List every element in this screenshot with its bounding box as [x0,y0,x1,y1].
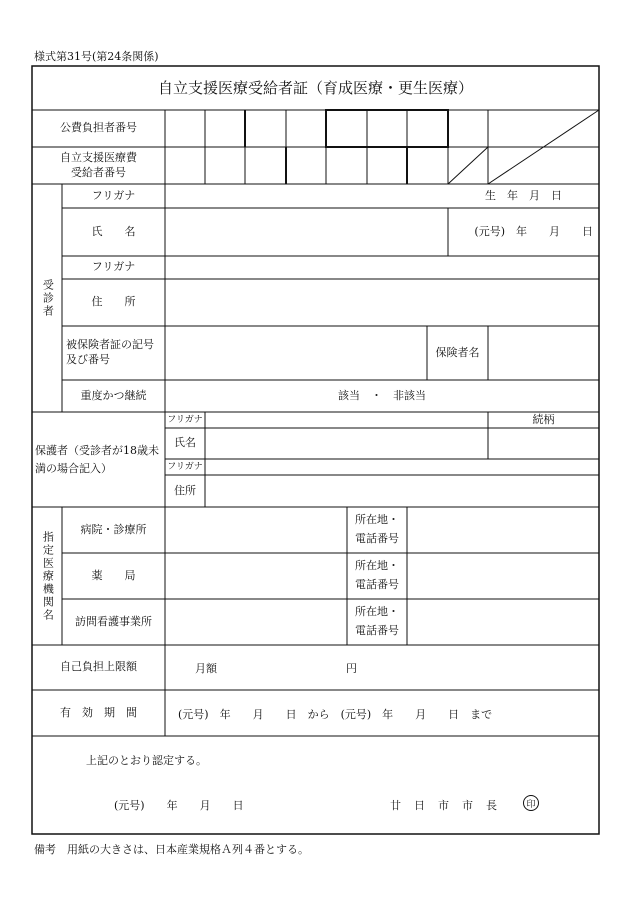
relationship-label: 続柄 [532,412,555,426]
name-label: 氏 名 [91,224,136,238]
nursing-station-label: 訪問看護事業所 [75,614,152,628]
severe-continuous-label: 重度かつ継続 [80,388,147,402]
name-furigana-label: フリガナ [91,188,136,202]
patient-section-text: 受診者 [41,278,55,318]
guardian-address-label: 住所 [174,483,196,497]
patient-section-label [32,184,62,412]
copay-limit-label: 自己負担上限額 [60,660,137,674]
location-label-line1: 所在地・ [355,605,399,619]
location-label-line1: 所在地・ [355,559,399,573]
guardian-address-furigana-label: フリガナ [167,461,203,472]
monthly-label: 月額 [195,662,217,675]
insurance-number-label [66,326,165,380]
recipient-number-label-line1: 自立支援医療費 [60,150,137,164]
location-label-line2: 電話番号 [355,624,399,637]
hospital-location-label [347,507,407,553]
insurance-label-line1: 被保険者証の記号 [66,338,154,352]
location-label-line2: 電話番号 [355,578,399,591]
validity-period-label: 有 効 期 間 [60,705,137,719]
birth-date-label: 生 年 月 日 [485,188,562,202]
certification-date: (元号) 年 月 日 [114,799,244,812]
location-label-line1: 所在地・ [355,513,399,527]
birth-date-value: (元号) 年 月 日 [474,224,593,238]
yen-label: 円 [346,662,357,675]
institution-section-text: 指定医療機関名 [41,530,55,622]
public-payer-number-label: 公費負担者番号 [60,121,137,135]
institution-section-label [32,507,62,645]
mayor-title: 廿 日 市 市 長 [390,799,498,812]
pharmacy-label: 薬 局 [91,568,136,582]
severe-continuous-options: 該当 ・ 非該当 [338,388,426,402]
location-label-line2: 電話番号 [355,532,399,545]
guardian-section-label: 保護者（受診者が18歳未満の場合記入） [35,443,159,475]
guardian-furigana-label: フリガナ [167,414,203,425]
footnote: 備考 用紙の大きさは、日本産業規格Ａ列４番とする。 [34,843,309,856]
address-furigana-label: フリガナ [91,260,136,274]
validity-period-value: (元号) 年 月 日 から (元号) 年 月 日 まで [178,708,493,721]
insurer-name-label: 保険者名 [435,345,480,359]
address-label: 住 所 [91,295,136,309]
nursing-location-label [347,599,407,645]
insurance-label-line2: 及び番号 [66,353,110,366]
page-title: 自立支援医療受給者証（育成医療・更生医療） [157,78,473,97]
guardian-name-label: 氏名 [174,436,196,450]
form-number-label: 様式第31号(第24条関係) [34,50,159,63]
pharmacy-location-label [347,553,407,599]
seal-mark: 印 [523,795,539,811]
recipient-number-label [32,147,165,184]
hospital-label: 病院・診療所 [80,522,147,536]
certification-text: 上記のとおり認定する。 [86,754,207,767]
recipient-number-label-line2: 受給者番号 [71,165,126,179]
